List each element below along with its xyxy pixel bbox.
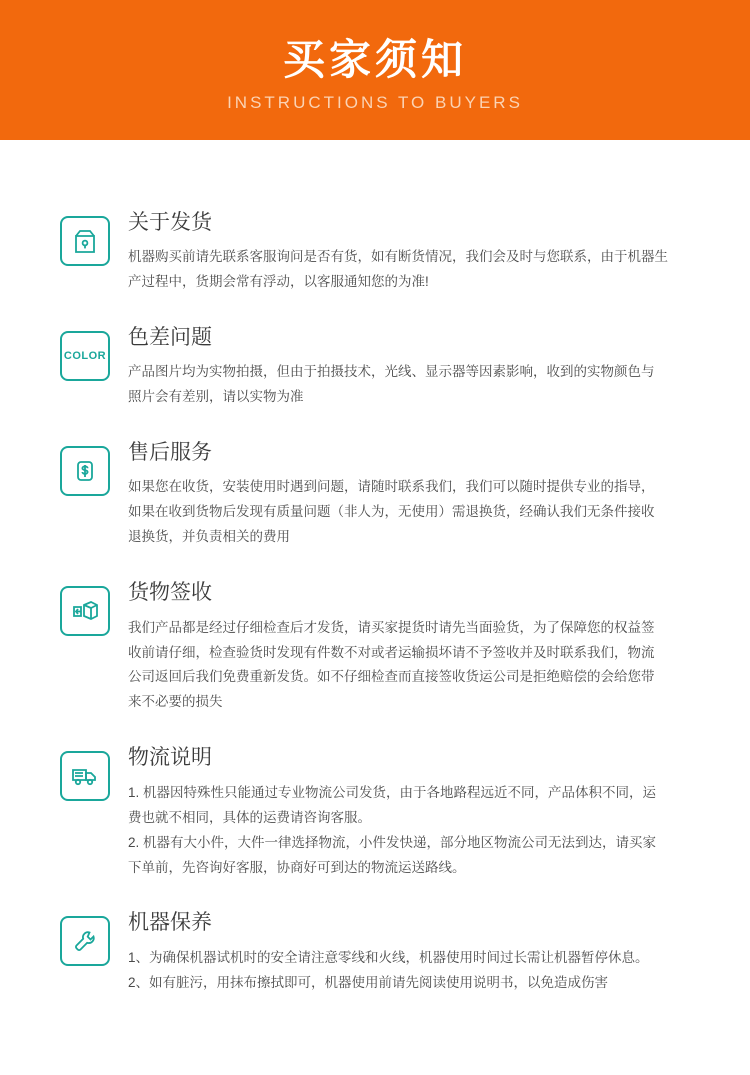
color-icon-label: COLOR [63,350,107,363]
page-title: 买家须知 [282,35,467,83]
text-line: 下单前，先咨询好客服，协商好可到达的物流运送路线。 [128,859,466,875]
text-line: 如果您在收货，安装使用时遇到问题，请随时联系我们，我们可以随时提供专业的指导， [128,479,655,495]
wrench-icon [60,916,110,966]
section-text [128,475,690,550]
section-shipping [60,210,690,295]
dollar-tag-icon [60,446,110,496]
section-title: 物流说明 [128,746,212,770]
section-body [128,325,690,410]
section-body [128,210,690,295]
text-line: 来不必要的损失 [128,694,223,710]
section-maintenance [60,910,690,995]
section-text [128,245,690,295]
section-text [128,360,690,410]
truck-icon [60,751,110,801]
text-line: 产品图片均为实物拍摄，但由于拍摄技术，光线、显示器等因素影响，收到的实物颜色与 [128,364,655,380]
text-line: 1. 机器因特殊性只能通过专业物流公司发货，由于各地路程远近不同，产品体积不同，运 [128,784,657,800]
text-line: 收前请仔细，检查验货时发现有件数不对或者运输损坏请不予签收并及时联系我们，物流 [128,644,655,660]
section-text [128,946,690,996]
text-line: 产过程中，货期会常有浮动，以客服通知您的为准! [128,274,429,290]
text-line: 公司返回后我们免费重新发货。如不仔细检查而直接签收货运公司是拒绝赔偿的会给您带 [128,669,655,685]
text-line: 2、如有脏污，用抹布擦拭即可，机器使用前请先阅读使用说明书，以免造成伤害 [128,974,609,990]
text-line: 照片会有差别，请以实物为准 [128,389,304,405]
section-logistics [60,745,690,880]
section-goods-receipt [60,580,690,715]
section-title: 货物签收 [128,581,212,605]
page-header [0,0,750,140]
color-swatch-icon [60,331,110,381]
text-line: 我们产品都是经过仔细检查后才发货，请买家提货时请先当面验货，为了保障您的权益签 [128,619,655,635]
sections-container [0,140,750,996]
text-line: 机器购买前请先联系客服询问是否有货，如有断货情况，我们会及时与您联系，由于机器生 [128,249,668,265]
section-body [128,580,690,715]
section-text [128,616,690,716]
page-subtitle: INSTRUCTIONS TO BUYERS [227,93,523,113]
text-line: 费也就不相同，具体的运费请咨询客服。 [128,809,371,825]
section-body [128,745,690,880]
section-body [128,440,690,550]
text-line: 如果在收到货物后发现有质量问题（非人为，无使用）需退换货，经确认我们无条件接收 [128,504,655,520]
text-line: 1、为确保机器试机时的安全请注意零线和火线，机器使用时间过长需让机器暂停休息。 [128,949,649,965]
section-title: 色差问题 [128,326,212,350]
text-line: 2. 机器有大小件，大件一律选择物流，小件发快递，部分地区物流公司无法到达，请买家 [128,834,657,850]
section-title: 售后服务 [128,441,212,465]
section-text [128,781,690,881]
section-title: 机器保养 [128,911,212,935]
section-after-sales [60,440,690,550]
section-body [128,910,690,995]
parcel-receive-icon [60,586,110,636]
section-color-difference [60,325,690,410]
section-title: 关于发货 [128,211,212,234]
text-line: 退换货，并负责相关的费用 [128,529,290,545]
shipping-box-icon [60,216,110,266]
